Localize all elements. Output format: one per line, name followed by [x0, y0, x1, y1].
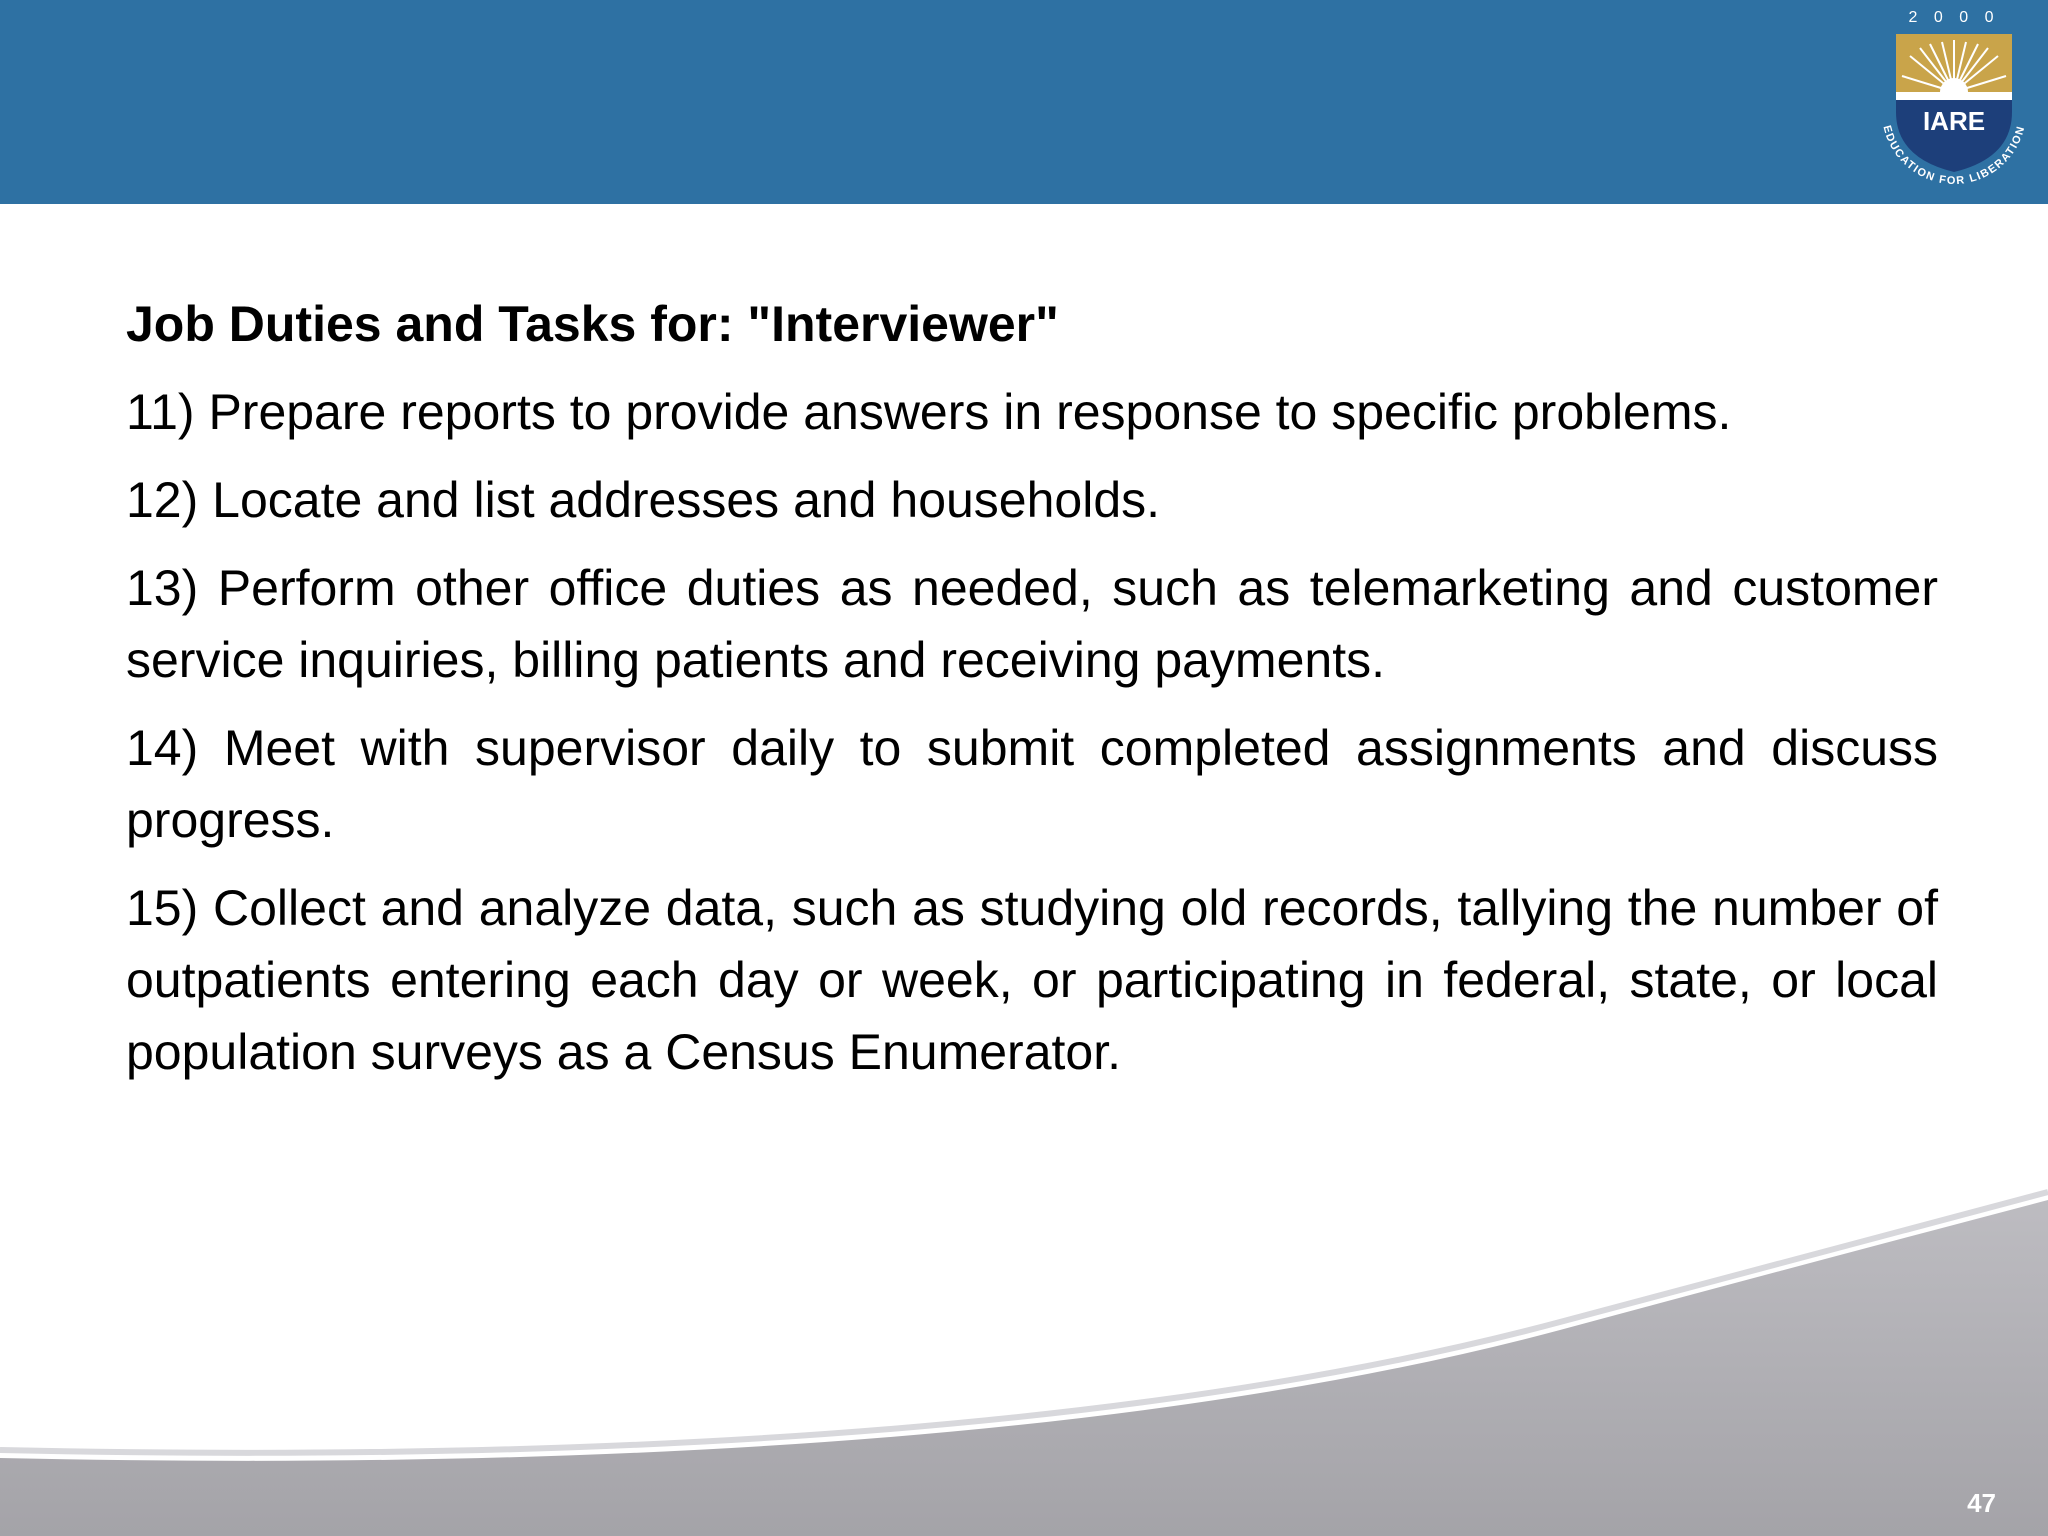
duty-item-11: 11) Prepare reports to provide answers in response to specific problems.	[126, 384, 1732, 440]
header-band	[0, 0, 2048, 204]
duty-item-15: 15) Collect and analyze data, such as studying old records, tallying the number of outpatients entering each day or week, or participating in federal, state, or local population surveys as a Census Enumerator.	[126, 880, 1938, 1080]
page-title: Job Duties and Tasks for: "Interviewer"	[126, 296, 1059, 352]
footer-swoosh	[0, 1180, 2048, 1536]
page-number: 47	[1967, 1488, 1996, 1518]
logo-name: IARE	[1922, 106, 1986, 136]
duty-item-12: 12) Locate and list addresses and households.	[126, 472, 1161, 528]
duty-item-14: 14) Meet with supervisor daily to submit completed assignments and discuss progress.	[126, 720, 1938, 848]
iare-logo	[1860, 0, 2048, 204]
duty-item-13: 13) Perform other office duties as needed, such as telemarketing and customer service inquiries, billing patients and receiving payments.	[126, 560, 1938, 688]
logo-motto: EDUCATION FOR LIBERATION	[1880, 124, 2028, 188]
slide-content	[126, 288, 1938, 1104]
logo-year-text: 2 0 0 0	[1908, 9, 2000, 26]
